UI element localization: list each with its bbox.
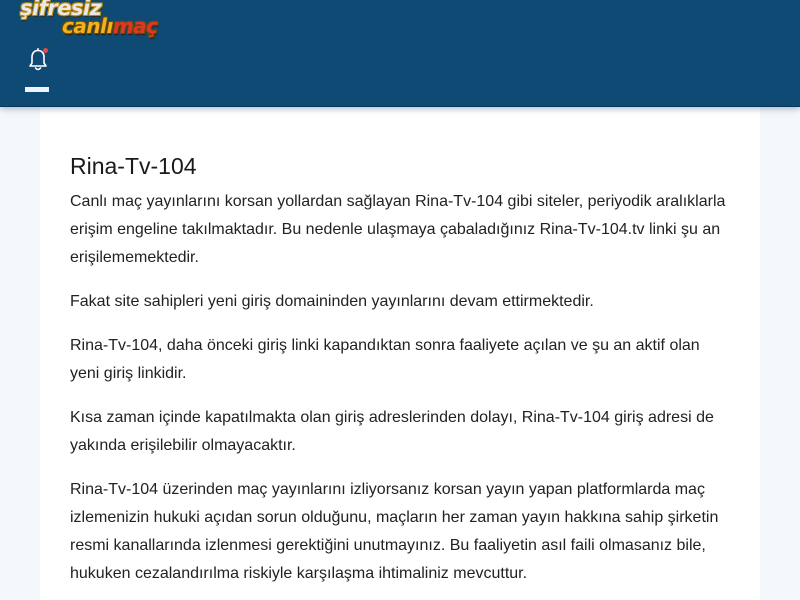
page-title: Rina-Tv-104 xyxy=(70,153,197,179)
article-container xyxy=(40,106,760,600)
article-paragraph: Rina-Tv-104, daha önceki giriş linki kapandıktan sonra faaliyete açılan ve şu an aktif olan yeni giriş linkidir. xyxy=(70,337,700,382)
logo-mac-text: maç xyxy=(112,14,158,38)
site-header xyxy=(0,0,800,107)
site-logo[interactable] xyxy=(20,0,170,40)
article-paragraph: Canlı maç yayınlarını korsan yollardan sağlayan Rina-Tv-104 gibi siteler, periyodik aralıklarla erişim engeline takılmaktadır. Bu nedenle ulaşmaya çabaladığınız Rina-Tv-104.tv linki şu an erişilememektedir. xyxy=(70,193,726,266)
menu-toggle-icon[interactable] xyxy=(25,87,49,92)
logo-canli-text: canlı xyxy=(62,14,113,38)
article-paragraph: Rina-Tv-104 üzerinden maç yayınlarını izliyorsanız korsan yayın yapan platformlarda maç izlemenizin hukuki açıdan sorun olduğunu, maçların her zaman yayın hakkına sahip şirketin resmi kanallarında izlenmesi gerektiğini unutmayınız. Bu faaliyetin asıl faili olmasanız bile, hukuken cezalandırılma riskiyle karşılaşma ihtimaliniz mevcuttur. xyxy=(70,481,719,582)
notification-badge xyxy=(43,48,48,53)
logo-top-text: şifresiz xyxy=(20,0,102,20)
page-body xyxy=(0,106,800,600)
logo-bottom-text xyxy=(62,14,158,38)
article-paragraph: Fakat site sahipleri yeni giriş domaininden yayınlarını devam ettirmektedir. xyxy=(70,293,594,310)
article-paragraph: Kısa zaman içinde kapatılmakta olan giriş adreslerinden dolayı, Rina-Tv-104 giriş adresi de yakında erişilebilir olmayacaktır. xyxy=(70,409,714,454)
